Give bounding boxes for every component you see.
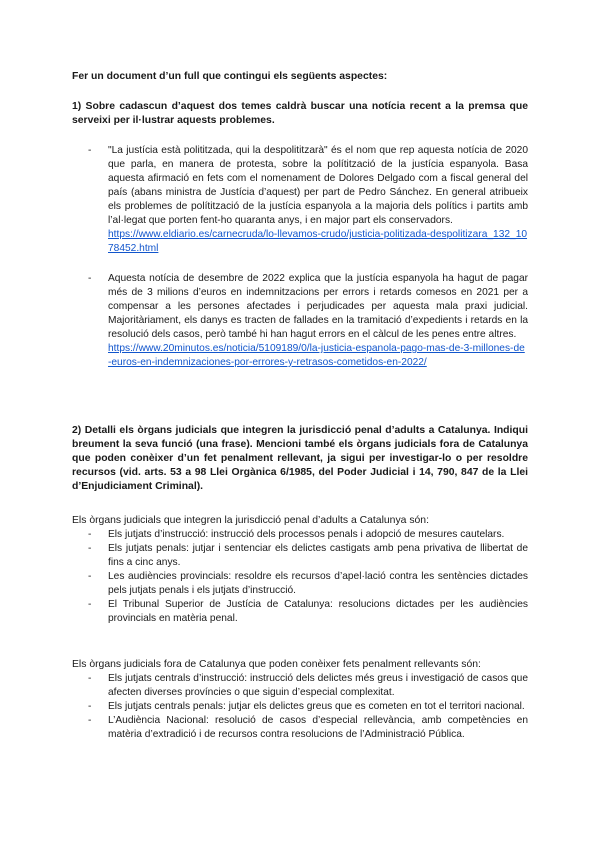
list-item-text: Els jutjats centrals penals: jutjar els delictes greus que es cometen en tot el territori nacional. xyxy=(108,701,525,712)
news-item xyxy=(88,272,528,370)
catalonia-intro: Els òrgans judicials que integren la jurisdicció penal d’adults a Catalunya són: xyxy=(72,515,429,526)
bullet-dash: - xyxy=(88,529,92,540)
list-item xyxy=(88,542,528,570)
question-2: 2) Detalli els òrgans judicials que integren la jurisdicció penal d’adults a Catalunya. Indiqui breument la seva funció (una frase). Mencioni també els òrgans judicials fora de Catalunya que poden conèixer d’un fet penalment rellevant, ja sigui per investigar-lo o per resoldre recursos (vid. arts. 53 a 98 Llei Orgànica 6/1985, del Poder Judicial i 14, 790, 847 de la Llei d’Enjudiciament Criminal). xyxy=(72,425,528,492)
outside-organs-list xyxy=(88,672,528,742)
bullet-dash: - xyxy=(88,543,92,554)
bullet-dash: - xyxy=(88,673,92,684)
news-text: "La justícia està polititzada, qui la despolititzarà" és el nom que rep aquesta notícia de 2020 que parla, en manera de protesta, sobre la polítització de la justícia espanyola. Basa aquesta afirmació en fets com el nomenament de Dolores Delgado com a fiscal general del país (abans ministra de Justícia d’aquest) per part de Pedro Sánchez. En general atribueix els problemes de polítització de la justícia espanyola a la majoria dels polítics i partits amb l’al·legat que porten fent-ho quaranta anys, i en major part els conservadors. xyxy=(108,145,528,226)
list-item xyxy=(88,570,528,598)
bullet-dash: - xyxy=(88,701,92,712)
list-item-text: Els jutjats centrals d’instrucció: instrucció dels delictes més greus i investigació de casos que afecten diverses províncies o que siguin d’especial complexitat. xyxy=(108,673,528,698)
bullet-dash: - xyxy=(88,145,92,156)
news-item xyxy=(88,144,528,256)
bullet-dash: - xyxy=(88,715,92,726)
news-link[interactable]: https://www.20minutos.es/noticia/5109189/0/la-justicia-espanola-pago-mas-de-3-millones-de-euros-en-indemnizaciones-por-errores-y-retrasos-cometidos-en-2022/ xyxy=(108,343,525,368)
news-link[interactable]: https://www.eldiario.es/carnecruda/lo-llevamos-crudo/justicia-politizada-despolitizara_132_1078452.html xyxy=(108,229,528,254)
list-item xyxy=(88,598,528,626)
list-item-text: Els jutjats penals: jutjar i sentenciar els delictes castigats amb pena privativa de llibertat de fins a cinc anys. xyxy=(108,543,528,568)
question-1: 1) Sobre cadascun d’aquest dos temes caldrà buscar una notícia recent a la premsa que serveixi per il·lustrar aquests problemes. xyxy=(72,101,528,126)
list-item-text: Els jutjats d’instrucció: instrucció dels processos penals i adopció de mesures cautelars. xyxy=(108,529,505,540)
bullet-dash: - xyxy=(88,273,92,284)
intro-heading: Fer un document d’un full que contingui els següents aspectes: xyxy=(72,71,388,82)
bullet-dash: - xyxy=(88,571,92,582)
list-item-text: L’Audiència Nacional: resolució de casos d’especial rellevància, amb competències en matèria d’extradició i de recursos contra resolucions de l’Administració Pública. xyxy=(108,715,528,740)
news-text: Aquesta notícia de desembre de 2022 explica que la justícia espanyola ha hagut de pagar més de 3 milions d’euros en indemnitzacions per errors i retards comesos en 2021 per a compensar a les persones afectades i perjudicades per aquesta mala praxi judicial. Majoritàriament, els danys es tracten de fallades en la tramitació d’expedients i retards en la resolució dels casos, però també hi han hagut errors en el càlcul de les penes entre altres. xyxy=(108,273,528,340)
list-item xyxy=(88,714,528,742)
list-item xyxy=(88,672,528,700)
list-item xyxy=(88,700,528,714)
list-item-text: Les audiències provincials: resoldre els recursos d’apel·lació contra les sentències dictades pels jutjats penals i els jutjats d’instrucció. xyxy=(108,571,528,596)
news-list xyxy=(88,144,528,370)
bullet-dash: - xyxy=(88,599,92,610)
outside-intro: Els òrgans judicials fora de Catalunya que poden conèixer fets penalment rellevants són: xyxy=(72,659,481,670)
catalonia-organs-list xyxy=(88,528,528,626)
list-item-text: El Tribunal Superior de Justícia de Catalunya: resolucions dictades per les audiències provincials en matèria penal. xyxy=(108,599,528,624)
list-item xyxy=(88,528,528,542)
